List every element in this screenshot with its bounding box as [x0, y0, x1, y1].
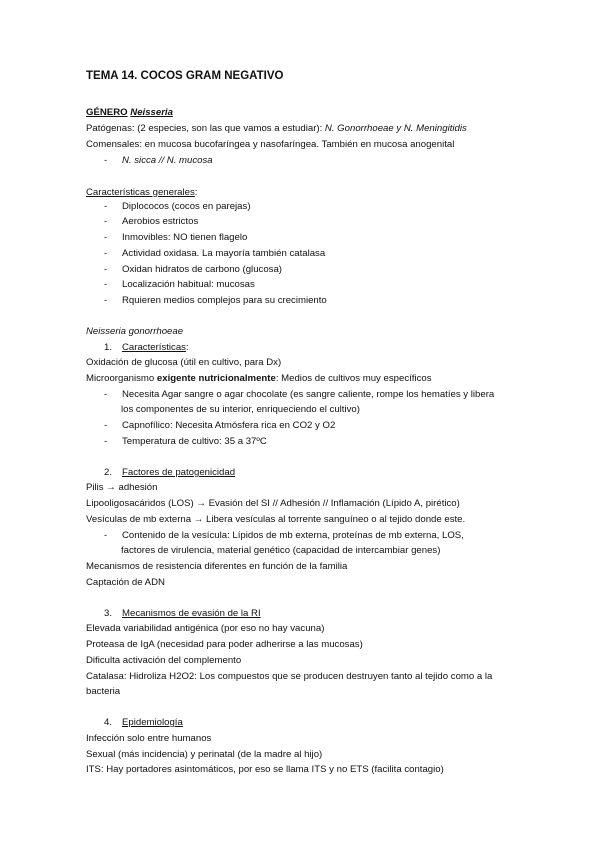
section-title: Mecanismos de evasión de la RI — [122, 608, 261, 619]
list-item — [104, 294, 560, 307]
list-item-continuation: los componentes de su interior, enriqueciendo el cultivo) — [121, 404, 360, 415]
section-number: 1. — [104, 342, 113, 353]
list-item-text: Inmovibles: NO tienen flagelo — [122, 232, 248, 243]
commensal-species-item — [104, 154, 560, 167]
bullet-dash: - — [104, 530, 108, 541]
list-item — [104, 215, 560, 228]
bullet-dash: - — [104, 216, 108, 227]
text-line: Proteasa de IgA (necesidad para poder adherirse a las mucosas) — [86, 639, 363, 650]
list-item-text: Rquieren medios complejos para su crecimiento — [122, 295, 327, 306]
general-heading-label: Características generales — [86, 187, 195, 198]
list-item-continuation: factores de virulencia, material genético (capacidad de intercambiar genes) — [121, 545, 441, 556]
list-item-text: Temperatura de cultivo: 35 a 37ºC — [122, 436, 267, 447]
list-item-text: Contenido de la vesícula: Lípidos de mb externa, proteínas de mb externa, LOS, — [122, 530, 464, 541]
list-item-text: Necesita Agar sangre o agar chocolate (es sangre caliente, rompe los hematíes y libera — [122, 389, 495, 400]
section-title: Factores de patogenicidad — [122, 467, 236, 478]
section-number: 3. — [104, 608, 113, 619]
bullet-dash: - — [104, 248, 108, 259]
pathogens-label: Patógenas: (2 especies, son las que vamos a estudiar): — [86, 123, 325, 134]
bullet-dash: - — [104, 232, 108, 243]
section-1-heading — [104, 341, 560, 354]
text-line: Dificulta activación del complemento — [86, 655, 242, 666]
text-span: : Medios de cultivos muy específicos — [275, 373, 432, 384]
text-line — [86, 372, 560, 385]
genus-heading-name: Neisseria — [130, 107, 173, 118]
genus-heading — [86, 106, 560, 119]
text-line: Pilis → adhesión — [86, 482, 158, 493]
section-3-heading — [104, 607, 560, 620]
text-line: Sexual (más incidencia) y perinatal (de la madre al hijo) — [86, 749, 323, 760]
list-item — [104, 231, 560, 244]
text-line: ITS: Hay portadores asintomáticos, por eso se llama ITS y no ETS (facilita contagio) — [86, 764, 444, 775]
text-line: Lipooligosacáridos (LOS) → Evasión del SI // Adhesión // Inflamación (Lípido A, pirético) — [86, 498, 460, 509]
list-item-text: Localización habitual: mucosas — [122, 279, 255, 290]
text-line: Oxidación de glucosa (útil en cultivo, para Dx) — [86, 357, 282, 368]
list-item-text: Actividad oxidasa. La mayoría también catalasa — [122, 248, 326, 259]
text-line: Vesículas de mb externa → Libera vesículas al torrente sanguíneo o al tejido donde este. — [86, 514, 466, 525]
pathogens-line — [86, 122, 560, 135]
commensals-line: Comensales: en mucosa bucofaríngea y nasofaríngea. También en mucosa anogenital — [86, 139, 455, 150]
list-item — [104, 200, 560, 213]
bullet-dash: - — [104, 389, 108, 400]
text-line: Infección solo entre humanos — [86, 733, 212, 744]
text-line: bacteria — [86, 686, 121, 697]
section-title: Epidemiología — [122, 717, 183, 728]
list-item — [104, 263, 560, 276]
list-item — [104, 529, 560, 542]
bullet-dash: - — [104, 436, 108, 447]
bullet-dash: - — [104, 279, 108, 290]
text-line: Captación de ADN — [86, 577, 165, 588]
commensal-species: N. sicca // N. mucosa — [122, 155, 213, 166]
list-item-text: Aerobios estrictos — [122, 216, 199, 227]
list-item-text: Oxidan hidratos de carbono (glucosa) — [122, 264, 282, 275]
bullet-dash: - — [104, 264, 108, 275]
section-4-heading — [104, 716, 560, 729]
section-2-heading — [104, 466, 560, 479]
bullet-dash: - — [104, 295, 108, 306]
list-item — [104, 278, 560, 291]
text-span: Microorganismo — [86, 373, 157, 384]
pathogens-species: N. Gonorrhoeae y N. Meningitidis — [324, 123, 467, 134]
list-item — [104, 435, 560, 448]
text-line: Catalasa: Hidroliza H2O2: Los compuestos que se producen destruyen tanto al tejido como a la — [86, 671, 493, 682]
gonorrhoeae-heading: Neisseria gonorrhoeae — [86, 326, 184, 337]
list-item — [104, 247, 560, 260]
text-line: Elevada variabilidad antigénica (por eso no hay vacuna) — [86, 623, 325, 634]
section-number: 2. — [104, 467, 113, 478]
genus-heading-label: GÉNERO — [86, 107, 128, 118]
list-item — [104, 388, 560, 401]
bullet-dash: - — [104, 155, 108, 166]
list-item-text: Capnofílico: Necesita Atmósfera rica en CO2 y O2 — [122, 420, 336, 431]
section-number: 4. — [104, 717, 113, 728]
section-title-suffix: : — [185, 342, 189, 353]
page-title: TEMA 14. COCOS GRAM NEGATIVO — [86, 70, 284, 82]
bullet-dash: - — [104, 420, 108, 431]
general-heading-suffix: : — [194, 187, 198, 198]
list-item-text: Diplococos (cocos en parejas) — [122, 201, 251, 212]
bold-text: exigente nutricionalmente — [156, 373, 276, 384]
list-item — [104, 419, 560, 432]
general-heading — [86, 186, 560, 199]
bullet-dash: - — [104, 201, 108, 212]
text-line: Mecanismos de resistencia diferentes en función de la familia — [86, 561, 348, 572]
section-title: Características — [122, 342, 186, 353]
